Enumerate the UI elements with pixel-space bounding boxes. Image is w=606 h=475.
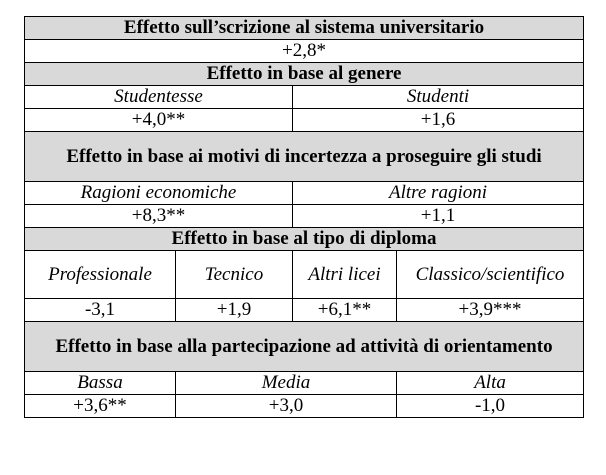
- orientation-value-medium: +3,0: [176, 395, 397, 418]
- enrollment-value-row: [25, 40, 584, 63]
- uncertainty-header-row: [25, 132, 584, 182]
- diploma-value-classic: +3,9***: [397, 299, 584, 322]
- uncertainty-label-economic: Ragioni economiche: [25, 182, 293, 205]
- uncertainty-value-other: +1,1: [293, 205, 584, 228]
- diploma-header-row: [25, 228, 584, 251]
- orientation-header-row: [25, 322, 584, 372]
- uncertainty-value-economic: +8,3**: [25, 205, 293, 228]
- gender-value-female: +4,0**: [25, 109, 293, 132]
- uncertainty-label-row: [25, 182, 584, 205]
- diploma-value-other-licei: +6,1**: [293, 299, 397, 322]
- gender-label-row: [25, 86, 584, 109]
- enrollment-header-row: [25, 17, 584, 40]
- effects-table: [24, 16, 584, 418]
- gender-header-row: [25, 63, 584, 86]
- diploma-value-row: [25, 299, 584, 322]
- gender-header: Effetto in base al genere: [25, 63, 584, 86]
- orientation-label-low: Bassa: [25, 372, 176, 395]
- diploma-header: Effetto in base al tipo di diploma: [25, 228, 584, 251]
- orientation-value-low: +3,6**: [25, 395, 176, 418]
- enrollment-header: Effetto sull’scrizione al sistema universitario: [25, 17, 584, 40]
- uncertainty-label-other: Altre ragioni: [293, 182, 584, 205]
- diploma-label-row: [25, 251, 584, 299]
- orientation-value-high: -1,0: [397, 395, 584, 418]
- diploma-label-other-licei-text: Altri licei: [308, 263, 381, 285]
- orientation-label-high: Alta: [397, 372, 584, 395]
- uncertainty-header: Effetto in base ai motivi di incertezza a proseguire gli studi: [25, 132, 584, 182]
- enrollment-value: +2,8*: [25, 40, 584, 63]
- diploma-label-professional: Professionale: [25, 251, 176, 299]
- gender-value-row: [25, 109, 584, 132]
- diploma-label-other-licei: [293, 251, 397, 299]
- diploma-value-professional: -3,1: [25, 299, 176, 322]
- gender-label-female: Studentesse: [25, 86, 293, 109]
- orientation-label-row: [25, 372, 584, 395]
- gender-value-male: +1,6: [293, 109, 584, 132]
- diploma-label-technical: Tecnico: [176, 251, 293, 299]
- orientation-header: Effetto in base alla partecipazione ad attività di orientamento: [25, 322, 584, 372]
- diploma-value-technical: +1,9: [176, 299, 293, 322]
- gender-label-male: Studenti: [293, 86, 584, 109]
- results-table-container: [24, 16, 583, 418]
- uncertainty-value-row: [25, 205, 584, 228]
- orientation-value-row: [25, 395, 584, 418]
- diploma-label-classic: Classico/scientifico: [397, 251, 584, 299]
- orientation-label-medium: Media: [176, 372, 397, 395]
